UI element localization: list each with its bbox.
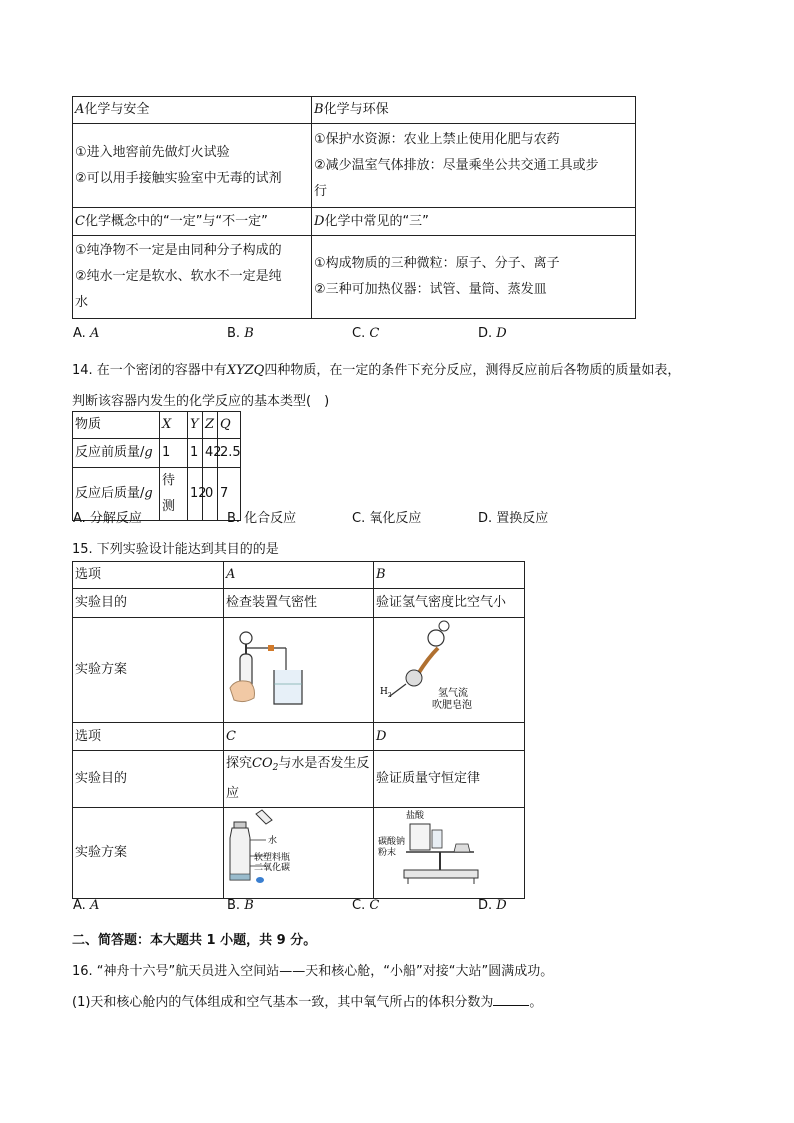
- q14-cell: 1: [160, 439, 188, 468]
- q13-b-content: ①保护水资源：农业上禁止使用化肥与农药 ②减少温室气体排放：尽量乘坐公共交通工具或步 行: [312, 124, 636, 208]
- d-fig-powder2: 粉末: [378, 848, 397, 858]
- q13-d-header: D化学中常见的“三”: [312, 208, 636, 236]
- q13-b-header: B化学与环保: [312, 97, 636, 124]
- q14-cell: 2.5: [218, 439, 241, 468]
- b-fig-label2: 吹肥皂泡: [432, 700, 472, 711]
- q14-cell: 7: [218, 468, 241, 521]
- hydrogen-bubble-figure: [376, 618, 516, 712]
- q14-cell: 0: [203, 468, 218, 521]
- c-fig-bottle: 软塑料瓶: [254, 853, 291, 863]
- q14-row-after-label: 反应后质量/g: [73, 468, 160, 521]
- q14-option-c[interactable]: C. 氧化反应: [352, 511, 422, 526]
- q15-c-figure: [224, 808, 374, 899]
- q13-c-content: ①纯净物不一定是由同种分子构成的 ②纯水一定是软水、软水不一定是纯 水: [73, 236, 312, 319]
- b-fig-h2: $H_2$: [380, 687, 392, 699]
- q14-stem-line1: 14. 在一个密闭的容器中有XYZQ四种物质，在一定的条件下充分反应，测得反应前后各物质的质量如表，: [72, 363, 681, 378]
- q15-b-figure: [374, 618, 525, 723]
- q15-b-purpose: 验证氢气密度比空气小: [374, 589, 525, 618]
- q16-stem: 16. “神舟十六号”航天员进入空间站——天和核心舱，“小船”对接“大站”圆满成功。: [72, 964, 554, 979]
- q15-option-label: 选项: [73, 562, 224, 589]
- q13-a-header: A化学与安全: [73, 97, 312, 124]
- q15-a-purpose: 检查装置气密性: [224, 589, 374, 618]
- q13-option-a[interactable]: A. A: [73, 326, 100, 341]
- q15-col-b: B: [374, 562, 525, 589]
- q15-purpose-label-2: 实验目的: [73, 751, 224, 808]
- section2-heading: 二、简答题：本大题共 1 小题，共 9 分。: [72, 933, 317, 948]
- q14-header-z: Z: [203, 412, 218, 439]
- q14-header-q: Q: [218, 412, 241, 439]
- co2-bottle-figure: [226, 808, 366, 888]
- q13-option-c[interactable]: C. C: [352, 326, 380, 341]
- d-fig-acid: 盐酸: [406, 811, 425, 821]
- b-fig-label1: 氢气流: [438, 688, 468, 699]
- q15-c-purpose: 探究$CO_2$与水是否发生反 应: [224, 751, 374, 808]
- q16-answer-blank[interactable]: [493, 993, 529, 1006]
- q13-c-header: C化学概念中的“一定”与“不一定”: [73, 208, 312, 236]
- q14-cell: 待测: [160, 468, 188, 521]
- q15-d-figure: [374, 808, 525, 899]
- q14-option-d[interactable]: D. 置换反应: [478, 511, 549, 526]
- q15-option-label-2: 选项: [73, 723, 224, 751]
- q14-cell: 42: [203, 439, 218, 468]
- q15-col-a: A: [224, 562, 374, 589]
- q14-option-b[interactable]: B. 化合反应: [227, 511, 297, 526]
- q15-option-d[interactable]: D. D: [478, 898, 507, 913]
- q14-header-x: X: [160, 412, 188, 439]
- q14-cell: 1: [188, 439, 203, 468]
- q15-col-c: C: [224, 723, 374, 751]
- q15-plan-label-2: 实验方案: [73, 808, 224, 899]
- q13-d-content: ①构成物质的三种微粒：原子、分子、离子 ②三种可加热仪器：试管、量筒、蒸发皿: [312, 236, 636, 319]
- q15-plan-label: 实验方案: [73, 618, 224, 723]
- q15-a-figure: [224, 618, 374, 723]
- q14-option-a[interactable]: A. 分解反应: [73, 511, 142, 526]
- d-fig-powder1: 碳酸钠: [378, 837, 406, 847]
- q14-table: [72, 411, 241, 521]
- balance-figure: [376, 808, 516, 888]
- q13-a-content: ①进入地窖前先做灯火试验 ②可以用手接触实验室中无毒的试剂: [73, 124, 312, 208]
- q15-option-a[interactable]: A. A: [73, 898, 100, 913]
- q15-option-c[interactable]: C. C: [352, 898, 380, 913]
- q13-option-b[interactable]: B. B: [227, 326, 254, 341]
- q13-table: [72, 96, 636, 319]
- q16-part1: (1)天和核心舱内的气体组成和空气基本一致，其中氧气所占的体积分数为 。: [72, 995, 543, 1010]
- c-fig-water: 水: [268, 836, 278, 846]
- q13-option-d[interactable]: D. D: [478, 326, 507, 341]
- q14-header-y: Y: [188, 412, 203, 439]
- q15-option-b[interactable]: B. B: [227, 898, 254, 913]
- q15-d-purpose: 验证质量守恒定律: [374, 751, 525, 808]
- q14-row-before-label: 反应前质量/g: [73, 439, 160, 468]
- q15-stem: 15. 下列实验设计能达到其目的的是: [72, 542, 279, 557]
- q14-stem-line2: 判断该容器内发生的化学反应的基本类型( ): [72, 394, 330, 409]
- q14-header-substance: 物质: [73, 412, 160, 439]
- q15-purpose-label: 实验目的: [73, 589, 224, 618]
- q15-table: [72, 561, 525, 899]
- q14-cell: 12: [188, 468, 203, 521]
- c-fig-co2: 二氧化碳: [254, 863, 291, 873]
- airtightness-apparatus-figure: [226, 618, 366, 712]
- q15-col-d: D: [374, 723, 525, 751]
